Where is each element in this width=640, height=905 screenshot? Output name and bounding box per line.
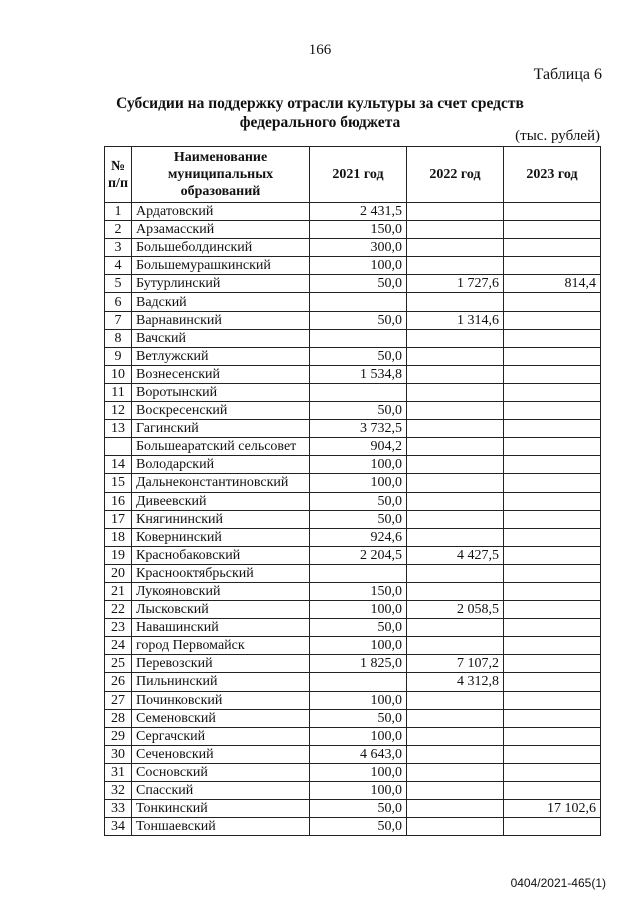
municipality-name: Сосновский bbox=[132, 763, 310, 781]
row-number: 14 bbox=[105, 456, 132, 474]
municipality-name: Тоншаевский bbox=[132, 818, 310, 836]
municipality-name: Дальнеконстантиновский bbox=[132, 474, 310, 492]
municipality-name: Воротынский bbox=[132, 383, 310, 401]
municipality-name: Гагинский bbox=[132, 420, 310, 438]
row-number: 12 bbox=[105, 402, 132, 420]
value-2023 bbox=[504, 582, 601, 600]
municipality-name: Перевозский bbox=[132, 655, 310, 673]
municipality-name: Воскресенский bbox=[132, 402, 310, 420]
table-row bbox=[105, 275, 601, 293]
value-2021: 50,0 bbox=[310, 275, 407, 293]
value-2023 bbox=[504, 655, 601, 673]
value-2022 bbox=[407, 800, 504, 818]
table-row bbox=[105, 782, 601, 800]
value-2022: 1 727,6 bbox=[407, 275, 504, 293]
table-row bbox=[105, 582, 601, 600]
value-2022 bbox=[407, 818, 504, 836]
value-2021: 100,0 bbox=[310, 474, 407, 492]
value-2021 bbox=[310, 673, 407, 691]
table-row bbox=[105, 818, 601, 836]
value-2021: 300,0 bbox=[310, 239, 407, 257]
value-2022 bbox=[407, 474, 504, 492]
value-2022 bbox=[407, 438, 504, 456]
value-2023 bbox=[504, 329, 601, 347]
municipality-name: Починковский bbox=[132, 691, 310, 709]
units-label: (тыс. рублей) bbox=[515, 128, 600, 144]
table-row bbox=[105, 601, 601, 619]
value-2021 bbox=[310, 564, 407, 582]
value-2021: 50,0 bbox=[310, 800, 407, 818]
value-2023 bbox=[504, 456, 601, 474]
value-2021: 2 431,5 bbox=[310, 203, 407, 221]
value-2023 bbox=[504, 510, 601, 528]
table-row bbox=[105, 474, 601, 492]
municipality-name: Краснобаковский bbox=[132, 546, 310, 564]
municipality-name: Ардатовский bbox=[132, 203, 310, 221]
value-2021: 2 204,5 bbox=[310, 546, 407, 564]
table-row bbox=[105, 402, 601, 420]
value-2023 bbox=[504, 709, 601, 727]
municipality-name: Семеновский bbox=[132, 709, 310, 727]
municipality-name: Краснооктябрьский bbox=[132, 564, 310, 582]
value-2023 bbox=[504, 402, 601, 420]
table-header-row bbox=[105, 147, 601, 203]
table-row bbox=[105, 257, 601, 275]
value-2023 bbox=[504, 546, 601, 564]
value-2021: 924,6 bbox=[310, 528, 407, 546]
value-2023 bbox=[504, 782, 601, 800]
municipality-name: Арзамасский bbox=[132, 221, 310, 239]
table-row bbox=[105, 311, 601, 329]
value-2023 bbox=[504, 239, 601, 257]
value-2021: 100,0 bbox=[310, 763, 407, 781]
value-2021: 50,0 bbox=[310, 347, 407, 365]
table-row bbox=[105, 221, 601, 239]
value-2022: 7 107,2 bbox=[407, 655, 504, 673]
municipality-name: Бутурлинский bbox=[132, 275, 310, 293]
value-2021: 3 732,5 bbox=[310, 420, 407, 438]
value-2023 bbox=[504, 691, 601, 709]
value-2021: 50,0 bbox=[310, 709, 407, 727]
value-2022 bbox=[407, 709, 504, 727]
municipality-name: Володарский bbox=[132, 456, 310, 474]
municipality-name: Большемурашкинский bbox=[132, 257, 310, 275]
row-number: 33 bbox=[105, 800, 132, 818]
value-2022 bbox=[407, 727, 504, 745]
value-2021: 150,0 bbox=[310, 582, 407, 600]
municipality-name: Варнавинский bbox=[132, 311, 310, 329]
table-row bbox=[105, 691, 601, 709]
table-row bbox=[105, 528, 601, 546]
table-row bbox=[105, 727, 601, 745]
value-2022 bbox=[407, 383, 504, 401]
row-number: 16 bbox=[105, 492, 132, 510]
table-row bbox=[105, 329, 601, 347]
row-number: 8 bbox=[105, 329, 132, 347]
value-2022 bbox=[407, 564, 504, 582]
value-2022 bbox=[407, 619, 504, 637]
row-number: 21 bbox=[105, 582, 132, 600]
value-2023 bbox=[504, 311, 601, 329]
value-2021: 904,2 bbox=[310, 438, 407, 456]
table-row bbox=[105, 800, 601, 818]
row-number: 32 bbox=[105, 782, 132, 800]
municipality-name: Спасский bbox=[132, 782, 310, 800]
value-2023 bbox=[504, 727, 601, 745]
value-2021: 100,0 bbox=[310, 456, 407, 474]
value-2021 bbox=[310, 329, 407, 347]
table-row bbox=[105, 745, 601, 763]
table-row bbox=[105, 510, 601, 528]
value-2021: 50,0 bbox=[310, 818, 407, 836]
row-number: 13 bbox=[105, 420, 132, 438]
row-number: 19 bbox=[105, 546, 132, 564]
value-2022 bbox=[407, 329, 504, 347]
municipality-name: Лысковский bbox=[132, 601, 310, 619]
value-2022 bbox=[407, 510, 504, 528]
title-line-1: Субсидии на поддержку отрасли культуры за счет средств bbox=[116, 95, 524, 112]
value-2023: 17 102,6 bbox=[504, 800, 601, 818]
table-row bbox=[105, 420, 601, 438]
value-2023 bbox=[504, 528, 601, 546]
table-row bbox=[105, 456, 601, 474]
municipality-name: Дивеевский bbox=[132, 492, 310, 510]
row-number: 22 bbox=[105, 601, 132, 619]
row-number: 9 bbox=[105, 347, 132, 365]
value-2021: 100,0 bbox=[310, 782, 407, 800]
value-2023 bbox=[504, 203, 601, 221]
value-2023 bbox=[504, 619, 601, 637]
value-2021: 50,0 bbox=[310, 510, 407, 528]
value-2023: 814,4 bbox=[504, 275, 601, 293]
municipality-name: Вадский bbox=[132, 293, 310, 311]
row-number: 7 bbox=[105, 311, 132, 329]
value-2022: 4 427,5 bbox=[407, 546, 504, 564]
header-name: Наименование муниципальных образований bbox=[132, 147, 310, 203]
municipality-name: Княгининский bbox=[132, 510, 310, 528]
municipality-name: Лукояновский bbox=[132, 582, 310, 600]
value-2023 bbox=[504, 601, 601, 619]
row-number: 15 bbox=[105, 474, 132, 492]
value-2022 bbox=[407, 456, 504, 474]
value-2022: 1 314,6 bbox=[407, 311, 504, 329]
row-number bbox=[105, 438, 132, 456]
table-row bbox=[105, 564, 601, 582]
value-2023 bbox=[504, 763, 601, 781]
value-2023 bbox=[504, 818, 601, 836]
row-number: 6 bbox=[105, 293, 132, 311]
value-2022 bbox=[407, 293, 504, 311]
row-number: 25 bbox=[105, 655, 132, 673]
value-2021: 50,0 bbox=[310, 311, 407, 329]
value-2023 bbox=[504, 347, 601, 365]
row-number: 23 bbox=[105, 619, 132, 637]
value-2022 bbox=[407, 365, 504, 383]
table-row bbox=[105, 347, 601, 365]
table-row bbox=[105, 365, 601, 383]
value-2022 bbox=[407, 402, 504, 420]
row-number: 11 bbox=[105, 383, 132, 401]
row-number: 20 bbox=[105, 564, 132, 582]
value-2021: 50,0 bbox=[310, 619, 407, 637]
value-2023 bbox=[504, 673, 601, 691]
row-number: 1 bbox=[105, 203, 132, 221]
value-2023 bbox=[504, 293, 601, 311]
row-number: 27 bbox=[105, 691, 132, 709]
value-2021: 1 534,8 bbox=[310, 365, 407, 383]
table-row bbox=[105, 383, 601, 401]
municipality-name: Большеболдинский bbox=[132, 239, 310, 257]
municipality-name: Ковернинский bbox=[132, 528, 310, 546]
row-number: 24 bbox=[105, 637, 132, 655]
value-2023 bbox=[504, 257, 601, 275]
municipality-name: Тонкинский bbox=[132, 800, 310, 818]
municipality-name: Пильнинский bbox=[132, 673, 310, 691]
value-2021: 50,0 bbox=[310, 402, 407, 420]
value-2021: 100,0 bbox=[310, 691, 407, 709]
row-number: 31 bbox=[105, 763, 132, 781]
header-2021: 2021 год bbox=[310, 147, 407, 203]
municipality-name: Сеченовский bbox=[132, 745, 310, 763]
table-row bbox=[105, 239, 601, 257]
value-2023 bbox=[504, 745, 601, 763]
row-number: 2 bbox=[105, 221, 132, 239]
municipality-name: Ветлужский bbox=[132, 347, 310, 365]
header-2022: 2022 год bbox=[407, 147, 504, 203]
value-2023 bbox=[504, 492, 601, 510]
value-2021: 150,0 bbox=[310, 221, 407, 239]
table-body bbox=[105, 203, 601, 836]
value-2023 bbox=[504, 365, 601, 383]
value-2022 bbox=[407, 763, 504, 781]
value-2023 bbox=[504, 474, 601, 492]
municipality-name: город Первомайск bbox=[132, 637, 310, 655]
row-number: 30 bbox=[105, 745, 132, 763]
header-num: № п/п bbox=[105, 147, 132, 203]
municipality-name: Сергачский bbox=[132, 727, 310, 745]
municipality-name: Вачский bbox=[132, 329, 310, 347]
table-row bbox=[105, 709, 601, 727]
document-title bbox=[0, 94, 640, 132]
value-2021: 100,0 bbox=[310, 601, 407, 619]
value-2022 bbox=[407, 637, 504, 655]
table-row bbox=[105, 293, 601, 311]
footer-code: 0404/2021-465(1) bbox=[510, 876, 606, 890]
page-number: 166 bbox=[308, 42, 332, 58]
value-2022 bbox=[407, 420, 504, 438]
row-number: 28 bbox=[105, 709, 132, 727]
table-row bbox=[105, 673, 601, 691]
value-2022 bbox=[407, 492, 504, 510]
table-row bbox=[105, 619, 601, 637]
row-number: 34 bbox=[105, 818, 132, 836]
subsidies-table bbox=[104, 146, 601, 836]
value-2021: 100,0 bbox=[310, 257, 407, 275]
value-2022 bbox=[407, 782, 504, 800]
value-2022 bbox=[407, 582, 504, 600]
table-label: Таблица 6 bbox=[533, 66, 602, 83]
value-2022 bbox=[407, 257, 504, 275]
table-row bbox=[105, 655, 601, 673]
value-2021 bbox=[310, 293, 407, 311]
row-number: 26 bbox=[105, 673, 132, 691]
row-number: 18 bbox=[105, 528, 132, 546]
value-2021: 1 825,0 bbox=[310, 655, 407, 673]
row-number: 29 bbox=[105, 727, 132, 745]
header-2023: 2023 год bbox=[504, 147, 601, 203]
value-2022 bbox=[407, 745, 504, 763]
value-2022 bbox=[407, 528, 504, 546]
value-2023 bbox=[504, 383, 601, 401]
table-row bbox=[105, 203, 601, 221]
value-2022 bbox=[407, 347, 504, 365]
value-2022 bbox=[407, 203, 504, 221]
value-2023 bbox=[504, 637, 601, 655]
value-2022 bbox=[407, 221, 504, 239]
value-2022 bbox=[407, 691, 504, 709]
value-2021: 100,0 bbox=[310, 637, 407, 655]
municipality-name: Вознесенский bbox=[132, 365, 310, 383]
value-2022: 2 058,5 bbox=[407, 601, 504, 619]
value-2023 bbox=[504, 420, 601, 438]
row-number: 4 bbox=[105, 257, 132, 275]
table-row bbox=[105, 637, 601, 655]
table-row bbox=[105, 546, 601, 564]
table-row bbox=[105, 763, 601, 781]
row-number: 3 bbox=[105, 239, 132, 257]
table-row bbox=[105, 438, 601, 456]
value-2022 bbox=[407, 239, 504, 257]
table-row bbox=[105, 492, 601, 510]
municipality-name: Большеаратский сельсовет bbox=[132, 438, 310, 456]
value-2021: 4 643,0 bbox=[310, 745, 407, 763]
value-2023 bbox=[504, 564, 601, 582]
row-number: 5 bbox=[105, 275, 132, 293]
value-2021: 50,0 bbox=[310, 492, 407, 510]
value-2023 bbox=[504, 438, 601, 456]
value-2022: 4 312,8 bbox=[407, 673, 504, 691]
row-number: 10 bbox=[105, 365, 132, 383]
municipality-name: Навашинский bbox=[132, 619, 310, 637]
value-2021 bbox=[310, 383, 407, 401]
value-2023 bbox=[504, 221, 601, 239]
row-number: 17 bbox=[105, 510, 132, 528]
title-line-2: федерального бюджета bbox=[239, 114, 401, 131]
value-2021: 100,0 bbox=[310, 727, 407, 745]
